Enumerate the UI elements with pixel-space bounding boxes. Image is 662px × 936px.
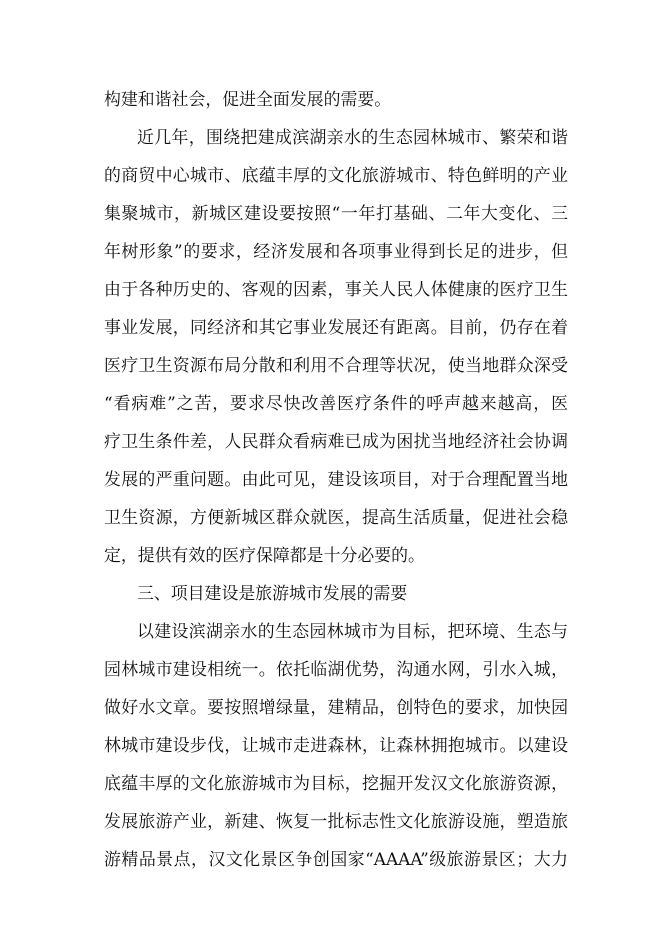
paragraph-line: 游精品景点，汉文化景区争创国家“AAAA”级旅游景区；大力 bbox=[104, 849, 568, 869]
paragraph-line: 发展的严重问题。由此可见，建设该项目，对于合理配置当地 bbox=[104, 469, 568, 489]
paragraph-line: 医疗卫生资源布局分散和利用不合理等状况，使当地群众深受 bbox=[104, 355, 568, 375]
paragraph-line: 园林城市建设相统一。依托临湖优势，沟通水网，引水入城， bbox=[104, 659, 568, 679]
paragraph-line: 发展旅游产业，新建、恢复一批标志性文化旅游设施，塑造旅 bbox=[104, 811, 568, 831]
paragraph-line: 事业发展，同经济和其它事业发展还有距离。目前，仍存在着 bbox=[104, 317, 568, 337]
paragraph-line: 底蕴丰厚的文化旅游城市为目标，挖掘开发汉文化旅游资源， bbox=[104, 773, 568, 793]
paragraph-line: 做好水文章。要按照增绿量，建精品，创特色的要求，加快园 bbox=[104, 697, 568, 717]
paragraph-line: 卫生资源，方便新城区群众就医，提高生活质量，促进社会稳 bbox=[104, 507, 568, 527]
paragraph-line: 集聚城市，新城区建设要按照“一年打基础、二年大变化、三 bbox=[104, 203, 568, 223]
paragraph-line: 近几年，围绕把建成滨湖亲水的生态园林城市、繁荣和谐 bbox=[137, 127, 568, 147]
paragraph-line: 的商贸中心城市、底蕴丰厚的文化旅游城市、特色鲜明的产业 bbox=[104, 165, 568, 185]
paragraph-line: 定，提供有效的医疗保障都是十分必要的。 bbox=[104, 545, 425, 565]
paragraph-line: 林城市建设步伐，让城市走进森林，让森林拥抱城市。以建设 bbox=[104, 735, 568, 755]
paragraph-line: 疗卫生条件差，人民群众看病难已成为困扰当地经济社会协调 bbox=[104, 431, 568, 451]
section-heading: 三、项目建设是旅游城市发展的需要 bbox=[137, 583, 408, 603]
paragraph-line: “看病难”之苦，要求尽快改善医疗条件的呼声越来越高，医 bbox=[104, 393, 568, 413]
paragraph-line: 构建和谐社会，促进全面发展的需要。 bbox=[104, 89, 392, 109]
paragraph-line: 年树形象”的要求，经济发展和各项事业得到长足的进步，但 bbox=[104, 241, 568, 261]
paragraph-line: 以建设滨湖亲水的生态园林城市为目标，把环境、生态与 bbox=[137, 621, 568, 641]
paragraph-line: 由于各种历史的、客观的因素，事关人民人体健康的医疗卫生 bbox=[104, 279, 568, 299]
